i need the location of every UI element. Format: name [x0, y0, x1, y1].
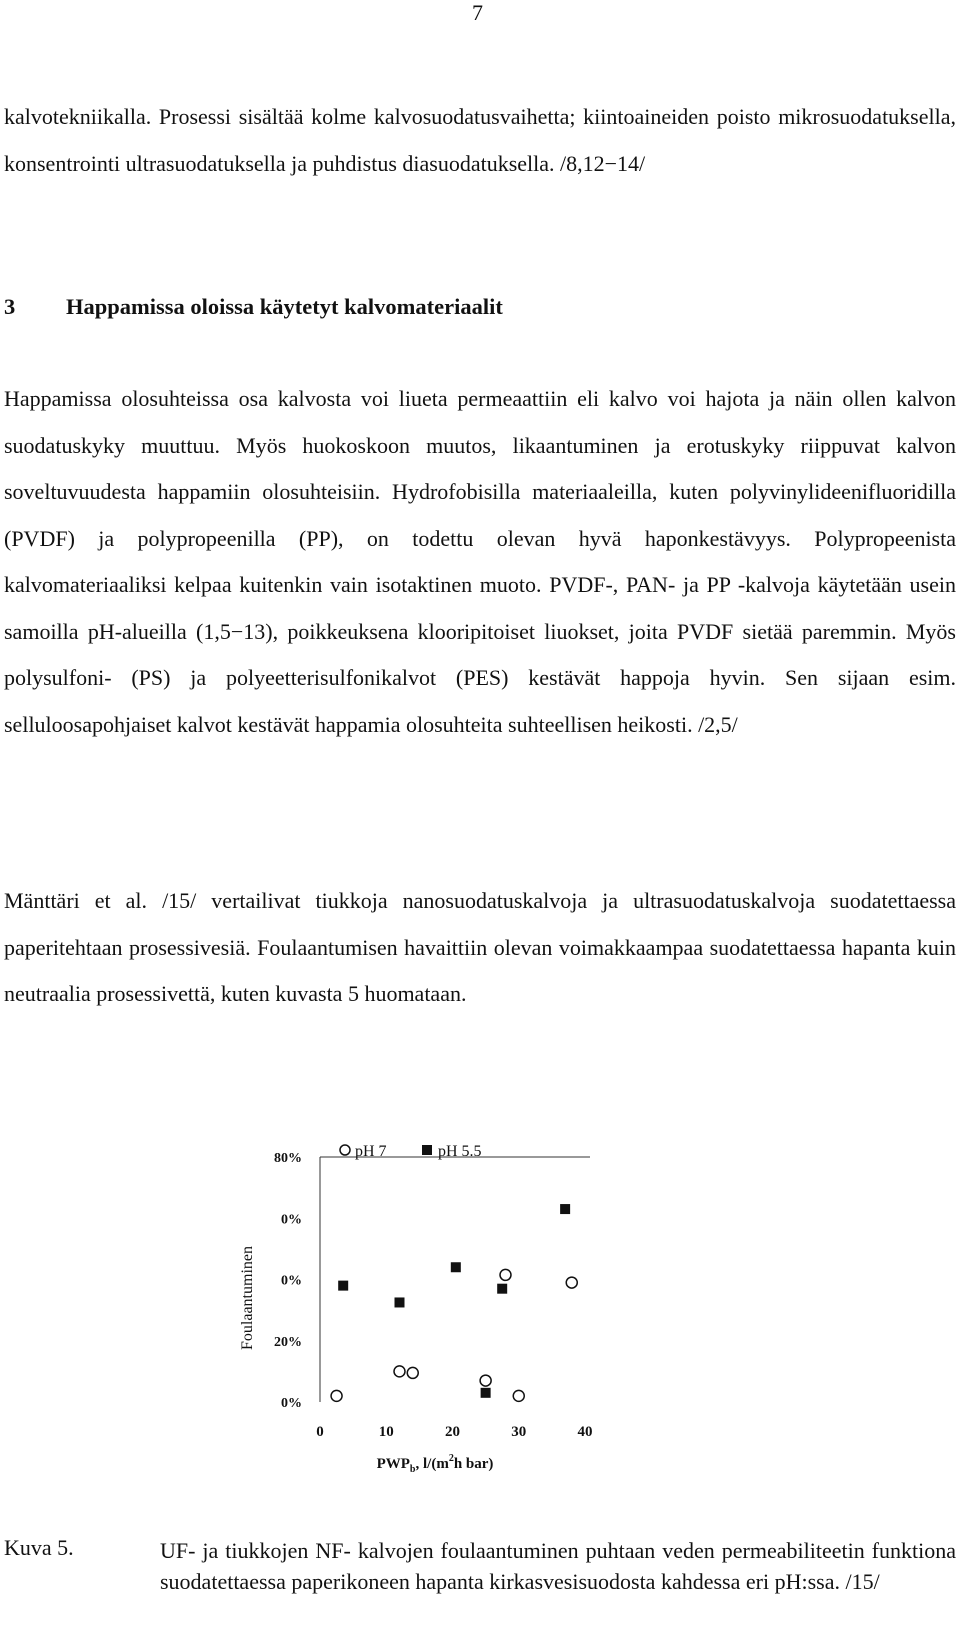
legend-marker-ph55 — [422, 1145, 432, 1155]
figure-caption-text: UF- ja tiukkojen NF- kalvojen foulaantuminen puhtaan veden permeabiliteetin funktiona suodatettaessa paperikoneen hapanta kirkasvesisuodosta kahdessa eri pH:ssa. /15/ — [160, 1538, 956, 1594]
point-ph7 — [566, 1277, 577, 1288]
x-axis-label: $PWP_b$, $l/(m^2h$ bar) — [376, 1453, 494, 1475]
y-tick-label: 0% — [281, 1273, 302, 1289]
point-ph55 — [395, 1297, 405, 1307]
y-tick-label: 80% — [274, 1151, 302, 1166]
figure-caption-label: Kuva 5. — [4, 1535, 74, 1560]
paragraph-manttari: Mänttäri et al. /15/ vertailivat tiukkoja nanosuodatuskalvoja ja ultrasuodatuskalvoja suodatettaessa paperitehtaan prosessivesiä. Foulaantumisen havaittiin olevan voimakkaampaa suodatettaessa hapanta kuin neutraalia prosessivettä, kuten kuvasta 5 huomataan. — [4, 888, 956, 1006]
paragraph-acidic-conditions: Happamissa olosuhteissa osa kalvosta voi liueta permeaattiin eli kalvo voi hajota ja näin ollen kalvon suodatuskyky muuttuu. Myös huokoskoon muutos, likaantuminen ja erotuskyky riippuvat kalvon soveltuvuudesta happamiin olosuhteisiin. Hydrofobisilla materiaaleilla, kuten polyvinylideenifluoridilla (PVDF) ja polypropeenilla (PP), on todettu olevan hyvä haponkestävyys. Polypropeenista kalvomateriaaliksi kelpaa kuitenkin vain isotaktinen muoto. PVDF-, PAN- ja PP -kalvoja käytetään usein samoilla pH-alueilla (1,5−13), poikkeuksena klooripitoiset liuokset, joita PVDF sietää paremmin. Myös polysulfoni- (PS) ja polyeetterisulfonikalvot (PES) kestävät happoja hyvin. Sen sijaan esim. selluloosapohjaiset kalvot kestävät happamia olosuhteita suhteellisen heikosti. /2,5/ — [4, 386, 956, 737]
y-tick-label: 20% — [274, 1334, 302, 1350]
legend-marker-ph7 — [340, 1145, 350, 1155]
point-ph7 — [513, 1390, 524, 1401]
y-tick-label: 0% — [281, 1396, 302, 1411]
fouling-scatter-chart — [240, 1140, 600, 1540]
point-ph55 — [560, 1204, 570, 1214]
y-tick-labels — [274, 1151, 302, 1411]
x-tick-label: 10 — [378, 1424, 394, 1440]
legend-label-ph55: pH 5.5 — [438, 1143, 482, 1160]
plot-frame — [315, 1140, 600, 1425]
section-title: Happamissa oloissa käytetyt kalvomateriaalit — [66, 294, 503, 319]
point-ph7 — [500, 1269, 511, 1280]
section-heading — [4, 294, 503, 320]
data-points — [331, 1204, 577, 1401]
point-ph55 — [451, 1262, 461, 1272]
x-tick-label: 40 — [577, 1424, 593, 1440]
y-tick-label: 0% — [281, 1212, 302, 1228]
page-number: 7 — [472, 0, 483, 25]
point-ph55 — [338, 1281, 348, 1291]
x-tick-labels — [316, 1424, 592, 1440]
point-ph7 — [331, 1390, 342, 1401]
point-ph7 — [394, 1366, 405, 1377]
x-tick-label: 0 — [316, 1424, 324, 1440]
fouling-figure — [240, 1140, 600, 1540]
paragraph-intro: kalvotekniikalla. Prosessi sisältää kolme kalvosuodatusvaihetta; kiintoaineiden poisto mikrosuodatuksella, konsentrointi ultrasuodatuksella ja puhdistus diasuodatuksella. /8,12−14/ — [4, 104, 956, 176]
legend-label-ph7: pH 7 — [355, 1143, 387, 1160]
point-ph7 — [407, 1367, 418, 1378]
x-tick-label: 20 — [445, 1424, 460, 1440]
y-axis-label: Foulaantuminen — [240, 1246, 256, 1350]
point-ph55 — [497, 1284, 507, 1294]
section-number: 3 — [4, 294, 16, 319]
x-tick-label: 30 — [511, 1424, 527, 1440]
point-ph7 — [480, 1375, 491, 1386]
point-ph55 — [481, 1388, 491, 1398]
